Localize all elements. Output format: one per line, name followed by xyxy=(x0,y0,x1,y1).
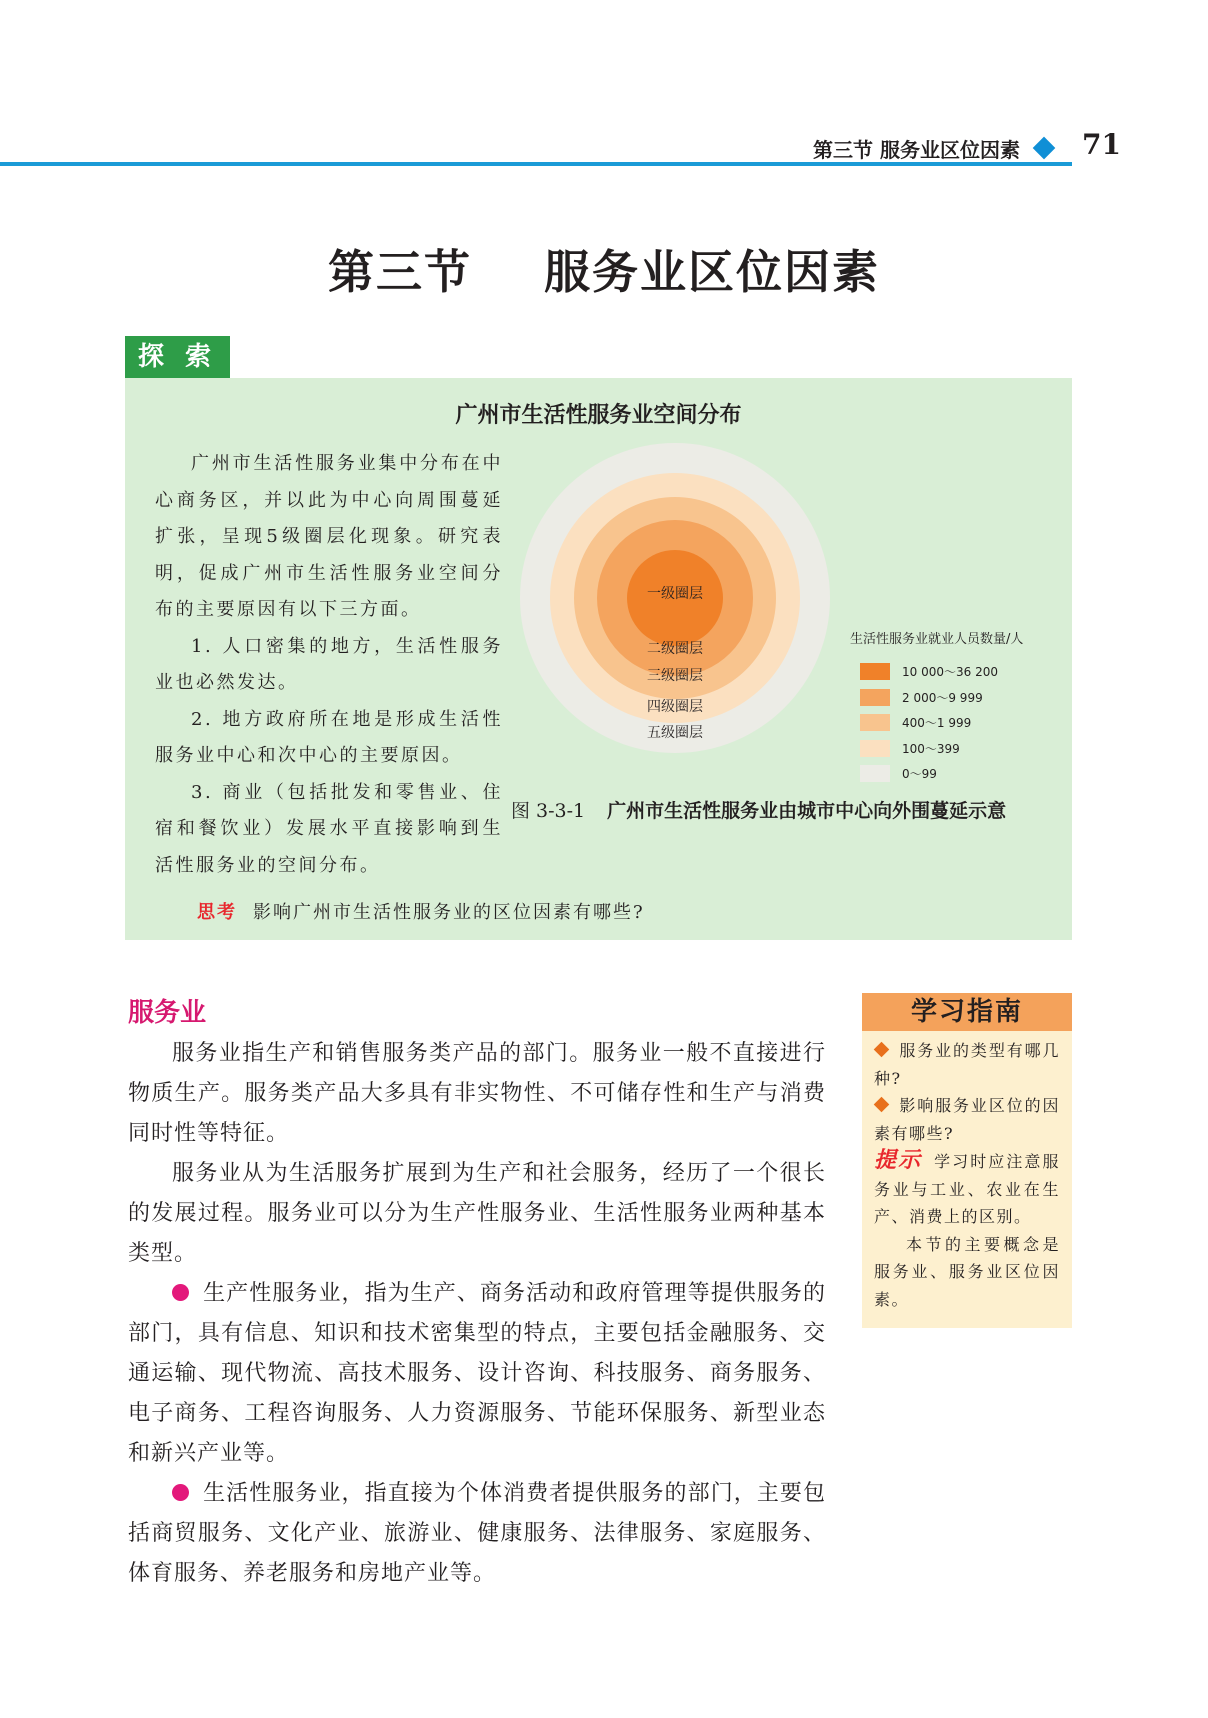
guide-question-text: 影响服务业区位的因素有哪些? xyxy=(874,1096,1060,1143)
explore-tab: 探 索 xyxy=(125,336,230,378)
guide-question-text: 服务业的类型有哪几种? xyxy=(874,1041,1060,1088)
figure-caption-text: 广州市生活性服务业由城市中心向外围蔓延示意 xyxy=(607,800,1007,822)
legend-swatch xyxy=(860,765,890,782)
legend-swatch xyxy=(860,689,890,706)
legend-label: 2 000～9 999 xyxy=(902,690,983,705)
guide-tip-label: 提示 xyxy=(874,1148,923,1173)
diamond-icon xyxy=(874,1042,890,1058)
ring-label-3: 三级圈层 xyxy=(647,668,703,684)
legend-swatch xyxy=(860,714,890,731)
bullet-text: 生活性服务业，指直接为个体消费者提供服务的部门，主要包括商贸服务、文化产业、旅游业、健康服务、法律服务、家庭服务、体育服务、养老服务和房地产业等。 xyxy=(128,1481,826,1586)
think-label: 思考 xyxy=(197,902,237,923)
ring-label-5: 五级圈层 xyxy=(647,725,703,741)
bullet-paragraph xyxy=(128,1274,826,1474)
body-heading: 服务业 xyxy=(128,998,207,1028)
bullet-paragraph xyxy=(128,1474,826,1594)
guide-heading: 学习指南 xyxy=(862,993,1072,1031)
guide-tip xyxy=(874,1147,1060,1231)
figure-number: 图 3-3-1 xyxy=(511,800,586,822)
legend-swatch xyxy=(860,663,890,680)
legend-label: 100～399 xyxy=(902,741,960,756)
legend xyxy=(850,628,1070,787)
explore-paragraph: 3. 商业（包括批发和零售业、住宿和餐饮业）发展水平直接影响到生活性服务业的空间分布。 xyxy=(155,781,503,876)
ring-label-4: 四级圈层 xyxy=(647,699,703,715)
running-header xyxy=(0,128,1072,168)
legend-label: 0～99 xyxy=(902,767,937,782)
section-title: 第三节 服务业区位因素 xyxy=(327,245,881,299)
explore-paragraph: 广州市生活性服务业集中分布在中心商务区，并以此为中心向周围蔓延扩张，呈现5级圈层化现象。研究表明，促成广州市生活性服务业空间分布的主要原因有以下三方面。 xyxy=(155,453,503,620)
body-paragraph: 服务业从为生活服务扩展到为生产和社会服务，经历了一个很长的发展过程。服务业可以分为生产性服务业、生活性服务业两种基本类型。 xyxy=(128,1161,826,1266)
legend-title: 生活性服务业就业人员数量/人 xyxy=(850,632,1024,647)
ring-diagram xyxy=(515,428,845,758)
bullet-dot-icon xyxy=(172,1284,189,1301)
body-paragraph: 服务业指生产和销售服务类产品的部门。服务业一般不直接进行物质生产。服务类产品大多具有非实物性、不可储存性和生产与消费同时性等特征。 xyxy=(128,1041,826,1146)
think-text: 影响广州市生活性服务业的区位因素有哪些? xyxy=(253,902,645,923)
body-text xyxy=(128,1034,826,1594)
legend-item xyxy=(850,685,1070,711)
guide-concept: 本节的主要概念是服务业、服务业区位因素。 xyxy=(874,1234,1060,1309)
legend-label: 400～1 999 xyxy=(902,716,972,731)
ring-label-2: 二级圈层 xyxy=(647,641,703,657)
explore-paragraph: 1. 人口密集的地方，生活性服务业也必然发达。 xyxy=(155,635,503,693)
legend-swatch xyxy=(860,740,890,757)
bullet-dot-icon xyxy=(172,1484,189,1501)
guide-question xyxy=(874,1092,1060,1147)
legend-label: 10 000～36 200 xyxy=(902,665,998,680)
explore-box xyxy=(125,378,1072,940)
explore-paragraph: 2. 地方政府所在地是形成生活性服务业中心和次中心的主要原因。 xyxy=(155,708,503,766)
header-rule xyxy=(0,162,1072,166)
bullet-text: 生产性服务业，指为生产、商务活动和政府管理等提供服务的部门，具有信息、知识和技术密集型的特点，主要包括金融服务、交通运输、现代物流、高技术服务、设计咨询、科技服务、商务服务、电子商务、工程咨询服务、人力资源服务、节能环保服务、新型业态和新兴产业等。 xyxy=(128,1281,826,1466)
page-number: 71 xyxy=(1082,128,1121,161)
think-line xyxy=(197,898,645,924)
legend-item xyxy=(850,761,1070,787)
guide-tip-text: 学习时应注意服务业与工业、农业在生产、消费上的区别。 xyxy=(874,1152,1060,1226)
diamond-icon xyxy=(1033,137,1056,160)
diamond-icon xyxy=(874,1097,890,1113)
ring-label-1: 一级圈层 xyxy=(647,586,703,602)
guide-box xyxy=(862,1031,1072,1328)
legend-item xyxy=(850,659,1070,685)
explore-text xyxy=(155,446,503,884)
figure-caption xyxy=(511,796,1006,823)
legend-item xyxy=(850,710,1070,736)
guide-question xyxy=(874,1037,1060,1092)
legend-item xyxy=(850,736,1070,762)
running-header-title: 第三节 服务业区位因素 xyxy=(813,138,1020,162)
explore-heading: 广州市生活性服务业空间分布 xyxy=(455,403,742,428)
